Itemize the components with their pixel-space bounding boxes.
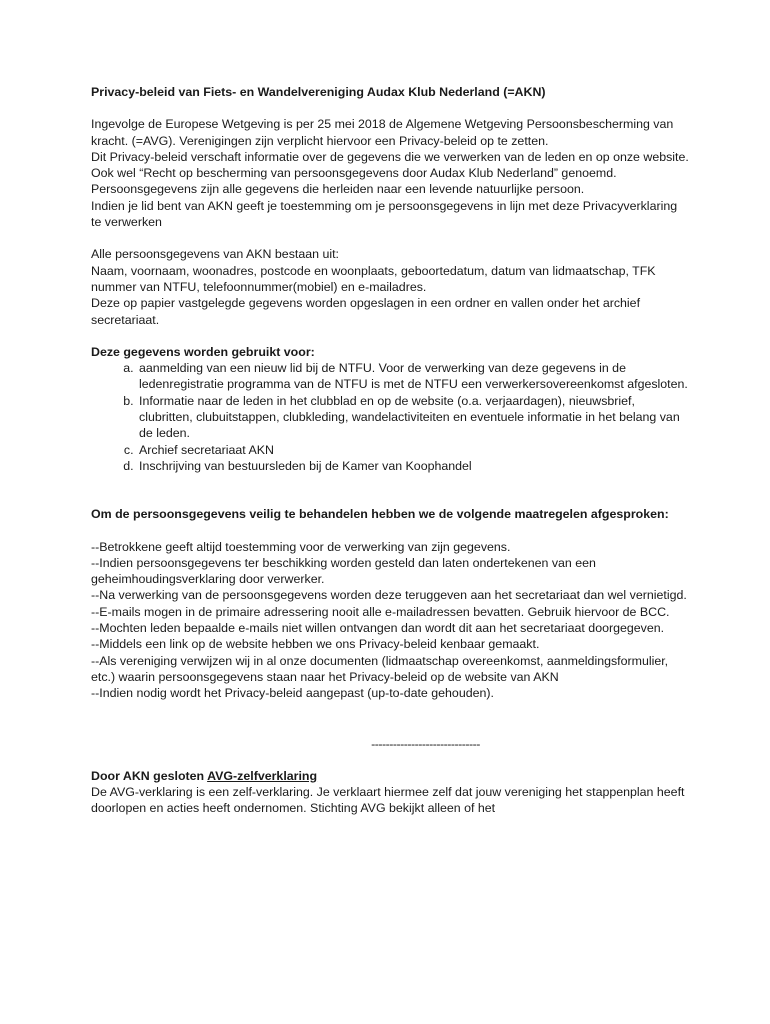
avg-paragraph: De AVG-verklaring is een zelf-verklaring. Je verklaart hiermee zelf dat jouw vereniging het stappenplan heeft doorlopen en acties heeft ondernomen. Stichting AVG bekijkt alleen of het bbox=[91, 785, 685, 816]
list-item: --Na verwerking van de persoonsgegevens worden deze teruggeven aan het secretariaat dan wel vernietigd. bbox=[91, 588, 687, 603]
data-paragraph: Naam, voornaam, woonadres, postcode en woonplaats, geboortedatum, datum van lidmaatschap, TFK nummer van NTFU, telefoonnummer(mobiel) en e-mailadres. bbox=[91, 263, 656, 294]
list-item: --Betrokkene geeft altijd toestemming voor de verwerking van zijn gegevens. bbox=[91, 539, 511, 554]
list-item: b. Informatie naar de leden in het clubblad en op de website (o.a. verjaardagen), nieuwsbrief, clubritten, clubuitstappen, clubkleding, wandelactiviteiten en eventuele informatie in het belang van de leden. bbox=[137, 393, 690, 442]
intro-paragraph: Persoonsgegevens zijn alle gegevens die herleiden naar een levende natuurlijke persoon. bbox=[91, 182, 585, 197]
intro-paragraph: Ook wel “Recht op bescherming van persoonsgegevens door Audax Klub Nederland” genoemd. bbox=[91, 166, 617, 181]
list-item: --Mochten leden bepaalde e-mails niet willen ontvangen dan wordt dit aan het secretariaat doorgegeven. bbox=[91, 621, 665, 636]
list-item: c. Archief secretariaat AKN bbox=[137, 442, 690, 458]
uses-heading: Deze gegevens worden gebruikt voor: bbox=[91, 344, 315, 359]
intro-section bbox=[91, 116, 690, 230]
avg-heading bbox=[91, 768, 690, 784]
intro-paragraph: Dit Privacy-beleid verschaft informatie over de gegevens die we verwerken van de leden en op onze website. bbox=[91, 149, 689, 164]
list-item: --Indien persoonsgegevens ter beschikking worden gesteld dan laten ondertekenen van een geheimhoudingsverklaring door verwerker. bbox=[91, 555, 596, 587]
data-paragraph: Deze op papier vastgelegde gegevens worden opgeslagen in een ordner en vallen onder het archief secretariaat. bbox=[91, 296, 641, 327]
list-item: --Indien nodig wordt het Privacy-beleid aangepast (up-to-date gehouden). bbox=[91, 686, 494, 701]
list-item: d. Inschrijving van bestuursleden bij de Kamer van Koophandel bbox=[137, 458, 690, 474]
avg-zelfverklaring-link[interactable]: AVG-zelfverklaring bbox=[207, 768, 318, 783]
measures-list bbox=[91, 539, 690, 702]
measures-heading: Om de persoonsgegevens veilig te behandelen hebben we de volgende maatregelen afgesproken: bbox=[91, 507, 669, 522]
list-item: --Als vereniging verwijzen wij in al onze documenten (lidmaatschap overeenkomst, aanmeldingsformulier, etc.) waarin persoonsgegevens staan naar het Privacy-beleid op de website van AKN bbox=[91, 653, 669, 684]
intro-paragraph: Ingevolge de Europese Wetgeving is per 25 mei 2018 de Algemene Wetgeving Persoonsbescherming van kracht. (=AVG). Verenigingen zijn verplicht hiervoor een Privacy-beleid op te zetten. bbox=[91, 117, 674, 148]
list-item: --Middels een link op de website hebben we ons Privacy-beleid kenbaar gemaakt. bbox=[91, 637, 540, 652]
document-title: Privacy-beleid van Fiets- en Wandelvereniging Audax Klub Nederland (=AKN) bbox=[91, 85, 546, 99]
uses-list bbox=[91, 360, 690, 474]
intro-paragraph: Indien je lid bent van AKN geeft je toestemming om je persoonsgegevens in lijn met deze Privacyverklaring te verwerken bbox=[91, 198, 678, 230]
data-section bbox=[91, 246, 690, 327]
avg-heading-prefix: Door AKN gesloten bbox=[91, 768, 208, 783]
list-item: a. aanmelding van een nieuw lid bij de NTFU. Voor de verwerking van deze gegevens in de ledenregistratie programma van de NTFU is met de NTFU een verwerkersovereenkomst afgesloten. bbox=[137, 360, 690, 393]
section-divider: ------------------------------ bbox=[371, 736, 480, 751]
data-paragraph: Alle persoonsgegevens van AKN bestaan uit: bbox=[91, 247, 339, 262]
list-item: --E-mails mogen in de primaire adressering nooit alle e-mailadressen bevatten. Gebruik hiervoor de BCC. bbox=[91, 604, 670, 619]
